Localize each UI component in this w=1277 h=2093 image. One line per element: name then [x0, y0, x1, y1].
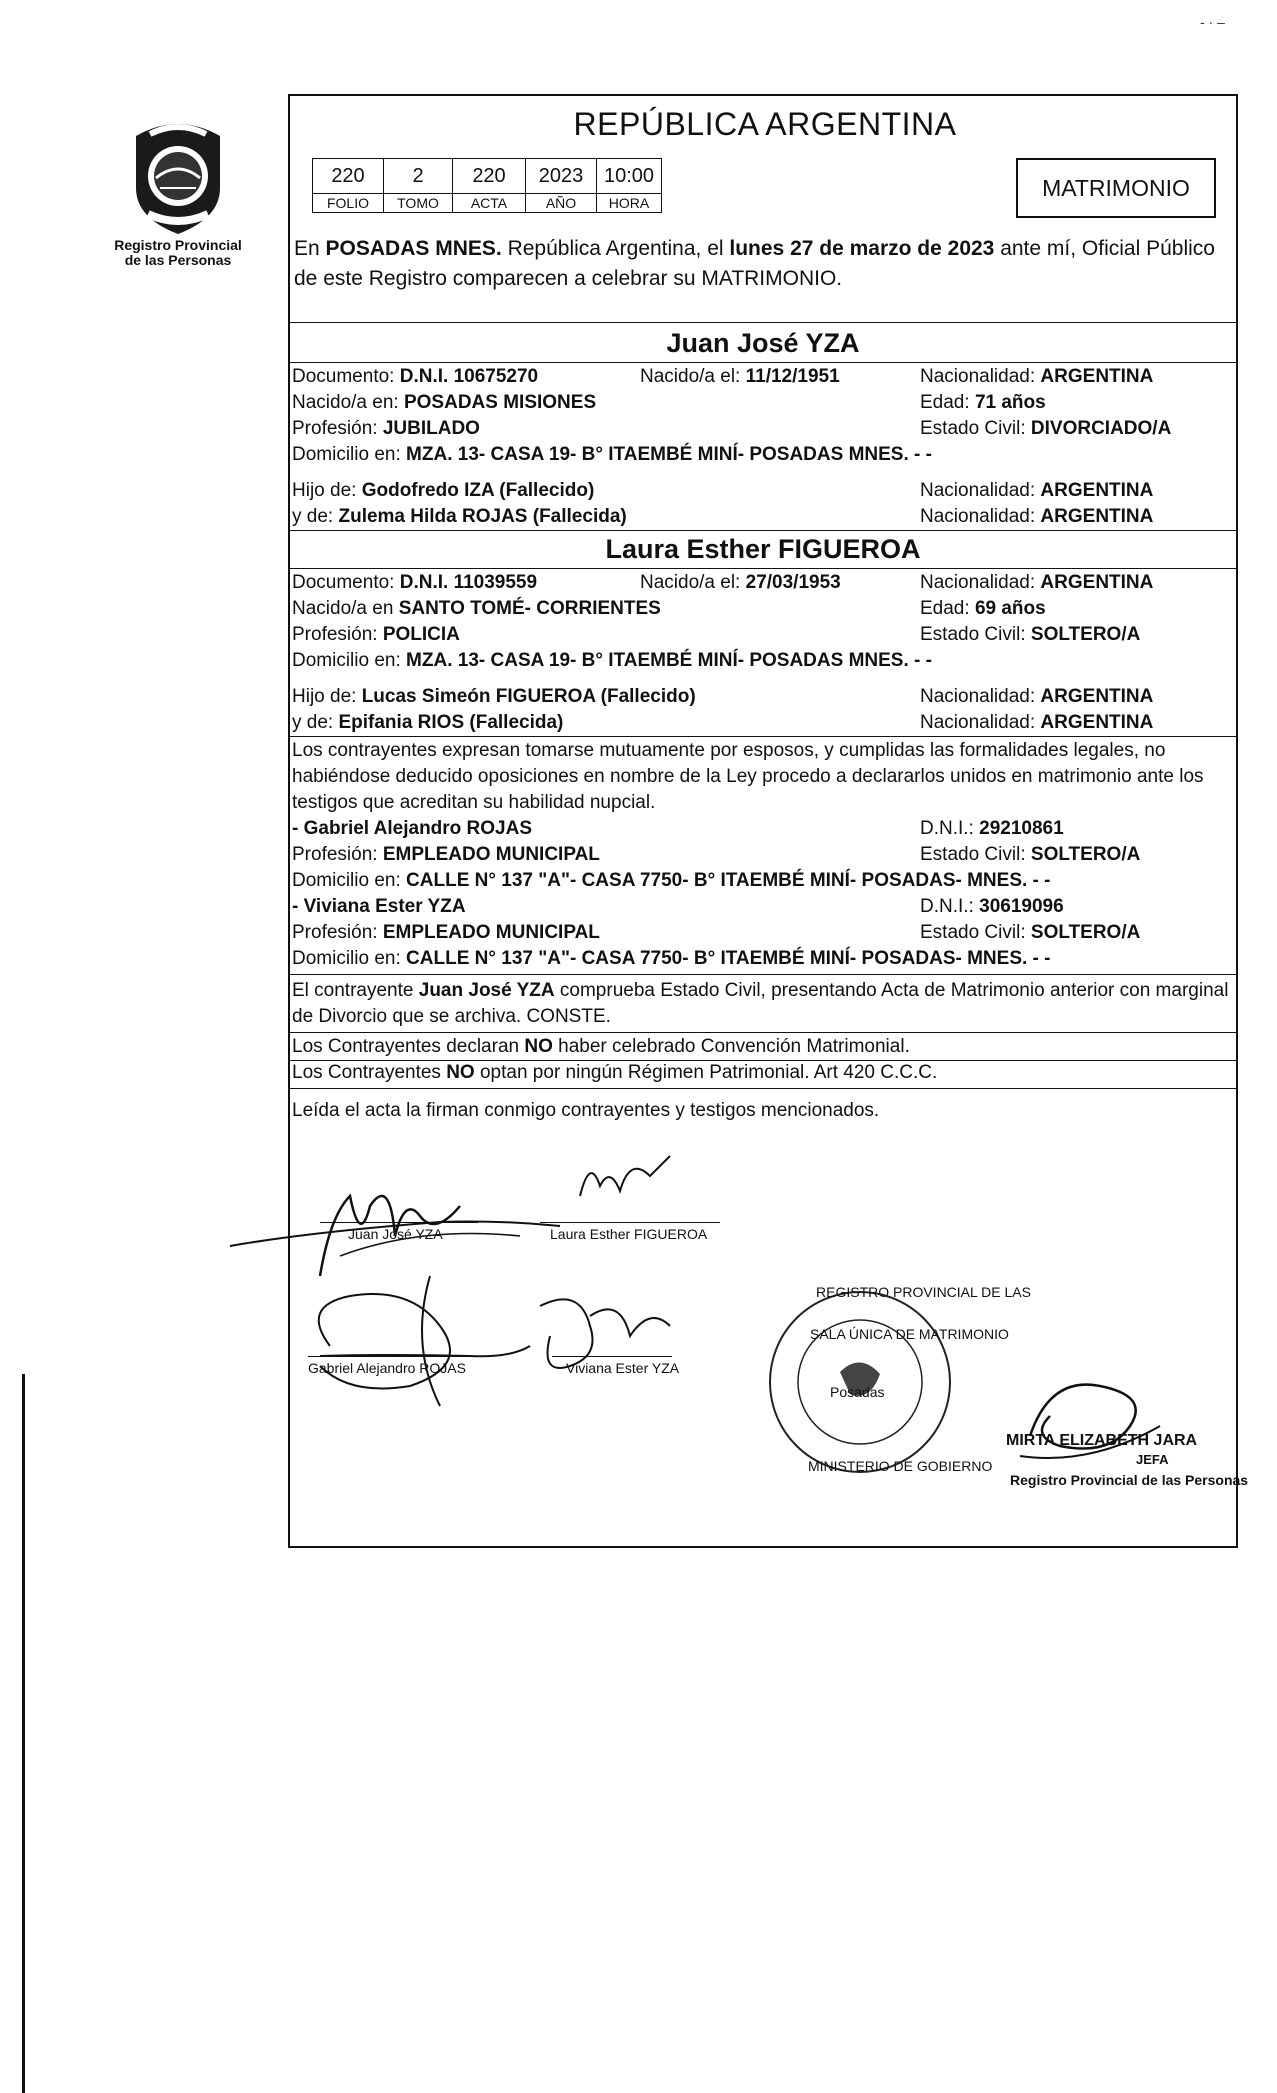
closing-statement: Leída el acta la firman conmigo contrayentes y testigos mencionados. — [292, 1100, 880, 1121]
groom-address: Domicilio en: MZA. 13- CASA 19- B° ITAEMBÉ MINÍ- POSADAS MNES. - - — [292, 444, 932, 465]
groom-name: Juan José YZA — [666, 328, 860, 358]
bride-document: Documento: D.N.I. 11039559 — [292, 572, 538, 593]
seal-inner-text: SALA ÚNICA DE MATRIMONIO — [810, 1326, 1009, 1342]
groom-mother: y de: Zulema Hilda ROJAS (Fallecida) — [292, 506, 627, 527]
groom-profession: Profesión: JUBILADO — [292, 418, 480, 439]
groom-birthplace: Nacido/a en: POSADAS MISIONES — [292, 392, 597, 413]
marriage-certificate — [288, 94, 1249, 1548]
bride-signature-scrawl — [560, 1136, 680, 1216]
registry-seal-icon — [760, 1282, 960, 1482]
logo-caption-line2: de las Personas — [124, 252, 232, 268]
witness-signatures-scrawl — [290, 1266, 710, 1426]
witness1-name: - Gabriel Alejandro ROJAS — [292, 818, 533, 839]
tomo-value: 2 — [384, 159, 453, 194]
divider — [290, 1060, 1236, 1061]
folio-label: FOLIO — [313, 194, 384, 213]
marital-proof-paragraph: El contrayente Juan José YZA comprueba Estado Civil, presentando Acta de Matrimonio anterior con marginal de Divorcio que se archiva. CONSTE. — [292, 980, 1229, 1027]
hora-value: 10:00 — [597, 159, 662, 194]
bride-birthplace: Nacido/a en SANTO TOMÉ- CORRIENTES — [292, 598, 661, 619]
witness2-signature-line — [552, 1356, 672, 1357]
anio-value: 2023 — [526, 159, 597, 194]
witness2-dni: D.N.I.: 30619096 — [920, 896, 1064, 917]
seal-bottom-text: MINISTERIO DE GOBIERNO — [808, 1458, 993, 1474]
groom-birthdate: Nacido/a el: 11/12/1951 — [640, 366, 840, 387]
anio-label: AÑO — [526, 194, 597, 213]
tomo-label: TOMO — [384, 194, 453, 213]
divider — [290, 530, 1236, 531]
groom-father-nationality: Nacionalidad: ARGENTINA — [920, 480, 1154, 501]
groom-document: Documento: D.N.I. 10675270 — [292, 366, 539, 387]
witness1-signature-line — [308, 1356, 476, 1357]
bride-age: Edad: 69 años — [920, 598, 1046, 619]
divider — [290, 1032, 1236, 1033]
groom-mother-nationality: Nacionalidad: ARGENTINA — [920, 506, 1154, 527]
bride-father-nationality: Nacionalidad: ARGENTINA — [920, 686, 1154, 707]
witness1-address: Domicilio en: CALLE N° 137 "A"- CASA 7750- B° ITAEMBÉ MINÍ- POSADAS- MNES. - - — [292, 870, 1051, 891]
folio-value: 220 — [313, 159, 384, 194]
convention-statement: Los Contrayentes declaran NO haber celebrado Convención Matrimonial. — [292, 1036, 910, 1057]
witness2-name: - Viviana Ester YZA — [292, 896, 466, 917]
divider — [290, 362, 1236, 363]
witness1-civil-status: Estado Civil: SOLTERO/A — [920, 844, 1141, 865]
witness1-profession: Profesión: EMPLEADO MUNICIPAL — [292, 844, 600, 865]
seal-city-text: Posadas — [830, 1384, 885, 1400]
groom-signature-scrawl — [220, 1136, 580, 1286]
witness2-civil-status: Estado Civil: SOLTERO/A — [920, 922, 1141, 943]
divider — [290, 974, 1236, 975]
officer-signature-scrawl — [1010, 1366, 1190, 1486]
scan-edge-line — [22, 1374, 25, 2093]
witness2-address: Domicilio en: CALLE N° 137 "A"- CASA 7750- B° ITAEMBÉ MINÍ- POSADAS- MNES. - - — [292, 948, 1051, 969]
bride-address: Domicilio en: MZA. 13- CASA 19- B° ITAEMBÉ MINÍ- POSADAS MNES. - - — [292, 650, 932, 671]
groom-father: Hijo de: Godofredo IZA (Fallecido) — [292, 480, 595, 501]
bride-birthdate: Nacido/a el: 27/03/1953 — [640, 572, 841, 593]
bride-mother: y de: Epifania RIOS (Fallecida) — [292, 712, 564, 733]
bride-nationality: Nacionalidad: ARGENTINA — [920, 572, 1154, 593]
seal-top-text: REGISTRO PROVINCIAL DE LAS — [816, 1284, 1031, 1300]
bride-name: Laura Esther FIGUEROA — [605, 534, 921, 564]
divider — [290, 1088, 1236, 1089]
bride-civil-status: Estado Civil: SOLTERO/A — [920, 624, 1141, 645]
bride-father: Hijo de: Lucas Simeón FIGUEROA (Fallecido) — [292, 686, 696, 707]
witness2-signature-name: Viviana Ester YZA — [566, 1360, 680, 1376]
acta-label: ACTA — [453, 194, 526, 213]
officer-role: JEFA — [1136, 1452, 1169, 1467]
hora-label: HORA — [597, 194, 662, 213]
divider — [290, 322, 1236, 323]
intro-paragraph: En POSADAS MNES. República Argentina, el lunes 27 de marzo de 2023 ante mí, Oficial Público de este Registro comparecen a celebrar su MATRIMONIO. — [294, 237, 1215, 290]
witness2-profession: Profesión: EMPLEADO MUNICIPAL — [292, 922, 600, 943]
registry-data-table — [312, 158, 662, 213]
officer-name: MIRTA ELIZABETH JARA — [1006, 1432, 1198, 1449]
groom-signature-line — [320, 1222, 478, 1223]
bride-mother-nationality: Nacionalidad: ARGENTINA — [920, 712, 1154, 733]
bride-signature-line — [540, 1222, 720, 1223]
witness1-dni: D.N.I.: 29210861 — [920, 818, 1064, 839]
groom-civil-status: Estado Civil: DIVORCIADO/A — [920, 418, 1172, 439]
divider — [290, 736, 1236, 737]
declaration-paragraph: Los contrayentes expresan tomarse mutuamente por esposos, y cumplidas las formalidades legales, no habiéndose deducido oposiciones en nombre de la Ley procedo a declararlos unidos en matrimonio ante los testigos que acreditan su habilidad nupcial. — [292, 740, 1204, 813]
groom-signature-name: Juan José YZA — [348, 1226, 443, 1242]
country-title: REPÚBLICA ARGENTINA — [573, 106, 957, 142]
groom-nationality: Nacionalidad: ARGENTINA — [920, 366, 1154, 387]
acta-value: 220 — [453, 159, 526, 194]
divider — [290, 568, 1236, 569]
bride-signature-name: Laura Esther FIGUEROA — [550, 1226, 708, 1242]
logo-caption-line1: Registro Provincial — [114, 237, 242, 253]
groom-age: Edad: 71 años — [920, 392, 1046, 413]
scan-mark: - · – — [1200, 14, 1225, 30]
province-shield-icon — [126, 118, 230, 236]
regime-statement: Los Contrayentes NO optan por ningún Régimen Patrimonial. Art 420 C.C.C. — [292, 1062, 938, 1083]
officer-institution: Registro Provincial de las Personas — [1010, 1472, 1249, 1488]
act-type-box: MATRIMONIO — [1016, 158, 1216, 218]
registry-logo — [108, 118, 248, 268]
bride-profession: Profesión: POLICIA — [292, 624, 460, 645]
witness1-signature-name: Gabriel Alejandro ROJAS — [308, 1360, 466, 1376]
